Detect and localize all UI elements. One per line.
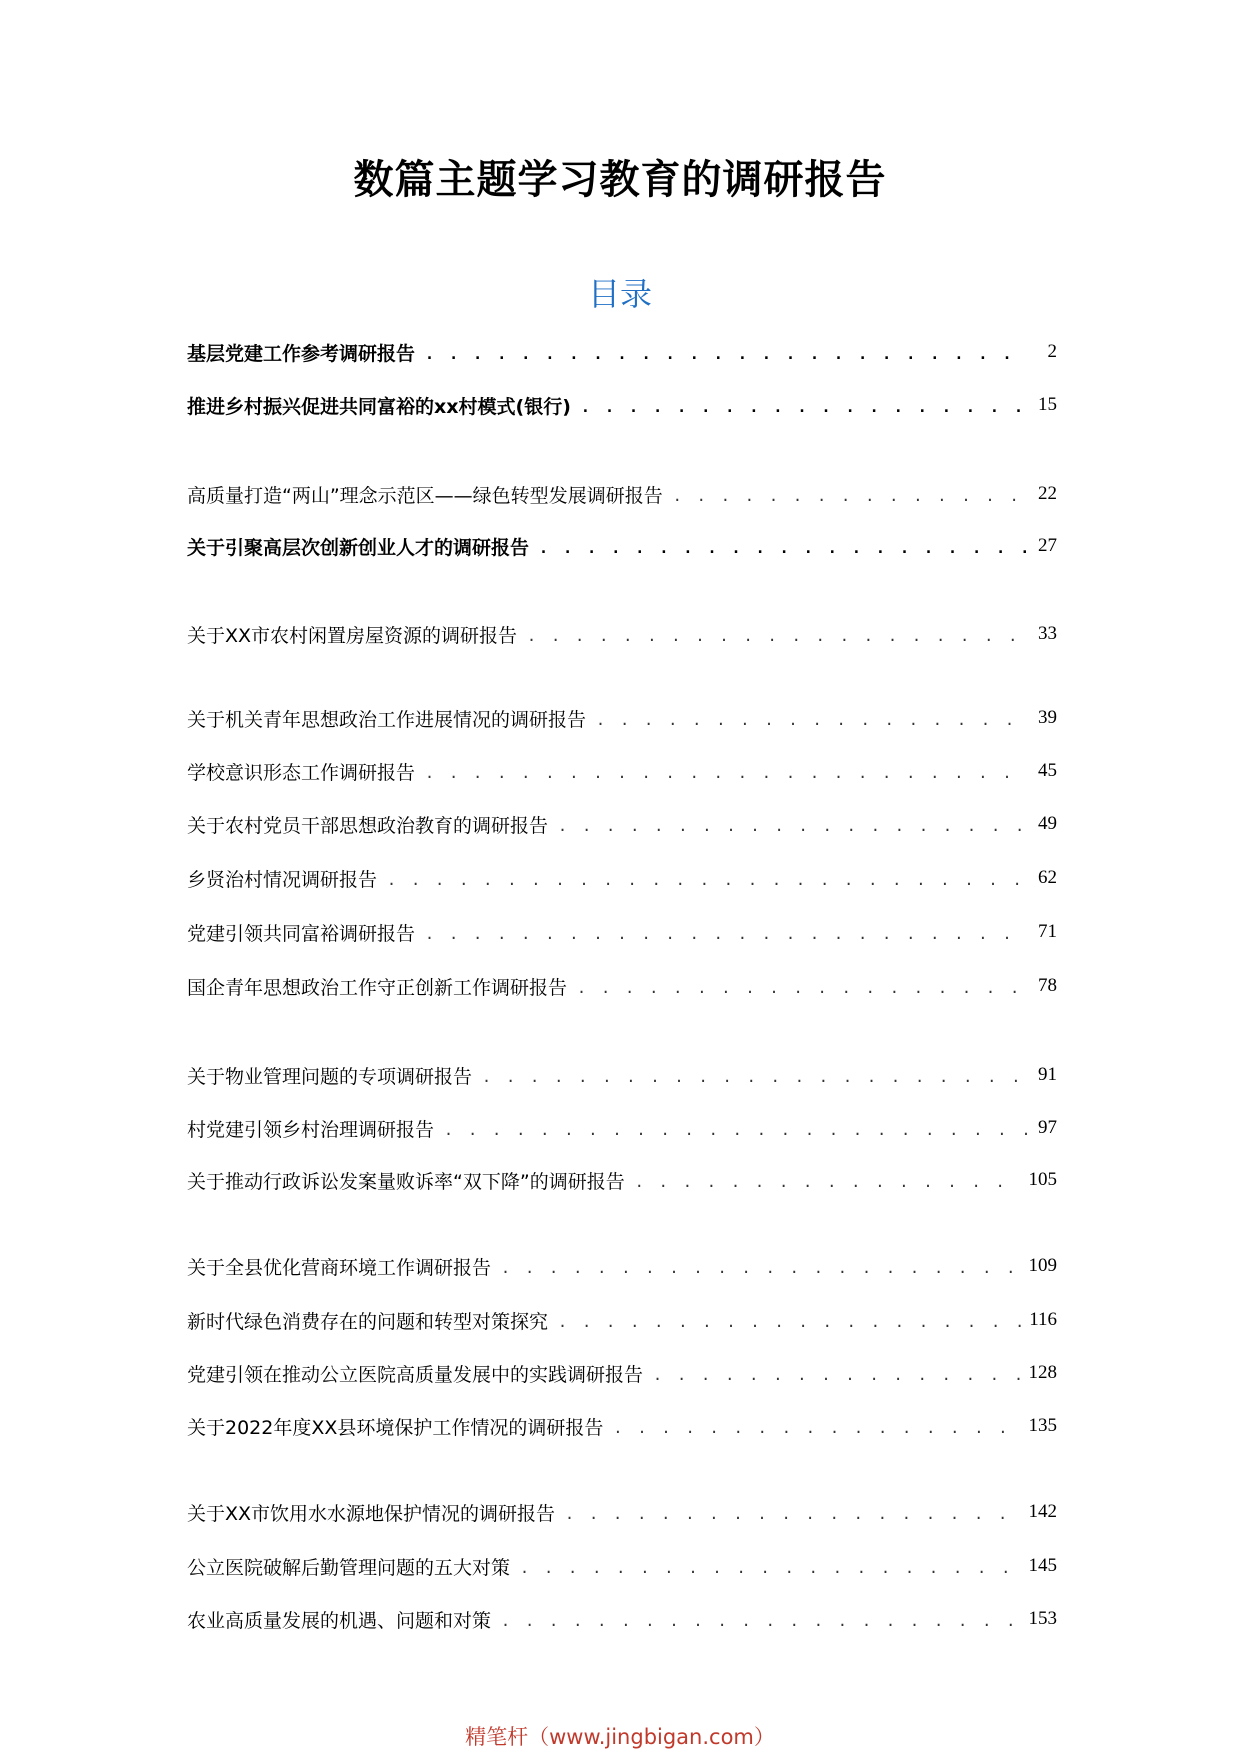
toc-entry-page-number: 91 bbox=[1038, 1064, 1057, 1085]
toc-entry-page-number: 71 bbox=[1038, 921, 1057, 942]
toc-entry-page-number: 27 bbox=[1038, 535, 1057, 556]
dot-leader bbox=[565, 1502, 1020, 1522]
toc-entry-page-number: 135 bbox=[1028, 1415, 1057, 1436]
toc-entry-page-number: 49 bbox=[1038, 813, 1057, 834]
dot-leader bbox=[577, 976, 1027, 996]
toc-entry-title: 关于全县优化营商环境工作调研报告 bbox=[187, 1256, 492, 1279]
toc-entry-title: 关于2022年度XX县环境保护工作情况的调研报告 bbox=[187, 1416, 604, 1439]
dot-leader bbox=[501, 1609, 1020, 1629]
dot-leader bbox=[527, 624, 1027, 644]
toc-entry-title: 基层党建工作参考调研报告 bbox=[187, 342, 416, 365]
toc-entry[interactable] bbox=[187, 808, 1057, 840]
toc-entry-title: 学校意识形态工作调研报告 bbox=[187, 761, 416, 784]
toc-entry[interactable] bbox=[187, 755, 1057, 787]
toc-entry-title: 关于推动行政诉讼发案量败诉率“双下降”的调研报告 bbox=[187, 1170, 625, 1193]
dot-leader bbox=[520, 1556, 1020, 1576]
toc-entry-title: 关于引聚高层次创新创业人才的调研报告 bbox=[187, 536, 530, 559]
toc-entry-page-number: 33 bbox=[1038, 623, 1057, 644]
toc-entry-page-number: 2 bbox=[1047, 341, 1057, 362]
dot-leader bbox=[444, 1118, 1027, 1138]
toc-entry[interactable] bbox=[187, 1164, 1057, 1196]
dot-leader bbox=[596, 708, 1027, 728]
toc-entry-title: 农业高质量发展的机遇、问题和对策 bbox=[187, 1609, 492, 1632]
toc-entry-title: 乡贤治村情况调研报告 bbox=[187, 868, 378, 891]
toc-entry[interactable] bbox=[187, 1250, 1057, 1282]
toc-entry[interactable] bbox=[187, 389, 1057, 421]
toc-entry-title: 关于XX市农村闲置房屋资源的调研报告 bbox=[187, 624, 518, 647]
dot-leader bbox=[482, 1065, 1027, 1085]
toc-entry-page-number: 62 bbox=[1038, 867, 1057, 888]
dot-leader bbox=[581, 395, 1027, 415]
toc-entry[interactable] bbox=[187, 1410, 1057, 1442]
toc-entry-title: 国企青年思想政治工作守正创新工作调研报告 bbox=[187, 976, 568, 999]
toc-entry[interactable] bbox=[187, 1112, 1057, 1144]
toc-entry-page-number: 128 bbox=[1028, 1362, 1057, 1383]
toc-entry-page-number: 22 bbox=[1038, 483, 1057, 504]
footer-watermark: 精笔杆（www.jingbigan.com） bbox=[465, 1725, 775, 1749]
toc-entry-page-number: 78 bbox=[1038, 975, 1057, 996]
toc-entry-title: 公立医院破解后勤管理问题的五大对策 bbox=[187, 1556, 511, 1579]
dot-leader bbox=[558, 1310, 1021, 1330]
toc-entry-title: 关于XX市饮用水水源地保护情况的调研报告 bbox=[187, 1502, 556, 1525]
dot-leader bbox=[635, 1170, 1021, 1190]
dot-leader bbox=[425, 761, 1027, 781]
toc-entry[interactable] bbox=[187, 1496, 1057, 1528]
dot-leader bbox=[558, 814, 1027, 834]
toc-entry-title: 高质量打造“两山”理念示范区——绿色转型发展调研报告 bbox=[187, 484, 663, 507]
toc-entry[interactable] bbox=[187, 530, 1057, 562]
toc-entry[interactable] bbox=[187, 702, 1057, 734]
dot-leader bbox=[653, 1363, 1020, 1383]
toc-entry[interactable] bbox=[187, 1059, 1057, 1091]
toc-entry[interactable] bbox=[187, 1550, 1057, 1582]
toc-entry-page-number: 97 bbox=[1038, 1117, 1057, 1138]
dot-leader bbox=[425, 342, 1027, 362]
dot-leader bbox=[425, 922, 1027, 942]
toc-entry-page-number: 145 bbox=[1028, 1555, 1057, 1576]
toc-entry-title: 党建引领在推动公立医院高质量发展中的实践调研报告 bbox=[187, 1363, 644, 1386]
dot-leader bbox=[613, 1416, 1020, 1436]
page-title: 数篇主题学习教育的调研报告 bbox=[353, 157, 887, 203]
toc-entry[interactable] bbox=[187, 862, 1057, 894]
toc-entry[interactable] bbox=[187, 1357, 1057, 1389]
toc-entry-title: 新时代绿色消费存在的问题和转型对策探究 bbox=[187, 1310, 549, 1333]
toc-entry-title: 村党建引领乡村治理调研报告 bbox=[187, 1118, 435, 1141]
toc-entry[interactable] bbox=[187, 1304, 1057, 1336]
toc-entry-page-number: 105 bbox=[1028, 1169, 1057, 1190]
toc-entry-page-number: 116 bbox=[1029, 1309, 1057, 1330]
toc-entry[interactable] bbox=[187, 916, 1057, 948]
toc-entry-title: 推进乡村振兴促进共同富裕的xx村模式(银行) bbox=[187, 395, 571, 418]
dot-leader bbox=[387, 868, 1027, 888]
toc-entry-page-number: 39 bbox=[1038, 707, 1057, 728]
toc-entry[interactable] bbox=[187, 618, 1057, 650]
toc-entry-page-number: 142 bbox=[1028, 1501, 1057, 1522]
toc-entry-page-number: 45 bbox=[1038, 760, 1057, 781]
toc-entry-page-number: 153 bbox=[1028, 1608, 1057, 1629]
toc-entry-page-number: 109 bbox=[1028, 1255, 1057, 1276]
toc-entry[interactable] bbox=[187, 970, 1057, 1002]
dot-leader bbox=[673, 484, 1027, 504]
toc-heading: 目录 bbox=[587, 275, 652, 313]
toc-entry[interactable] bbox=[187, 478, 1057, 510]
toc-entry[interactable] bbox=[187, 336, 1057, 368]
toc-entry[interactable] bbox=[187, 1603, 1057, 1635]
toc-entry-title: 关于机关青年思想政治工作进展情况的调研报告 bbox=[187, 708, 587, 731]
dot-leader bbox=[501, 1256, 1020, 1276]
toc-entry-title: 关于物业管理问题的专项调研报告 bbox=[187, 1065, 473, 1088]
toc-entry-title: 关于农村党员干部思想政治教育的调研报告 bbox=[187, 814, 549, 837]
toc-entry-page-number: 15 bbox=[1038, 394, 1057, 415]
toc-entry-title: 党建引领共同富裕调研报告 bbox=[187, 922, 416, 945]
dot-leader bbox=[539, 536, 1027, 556]
